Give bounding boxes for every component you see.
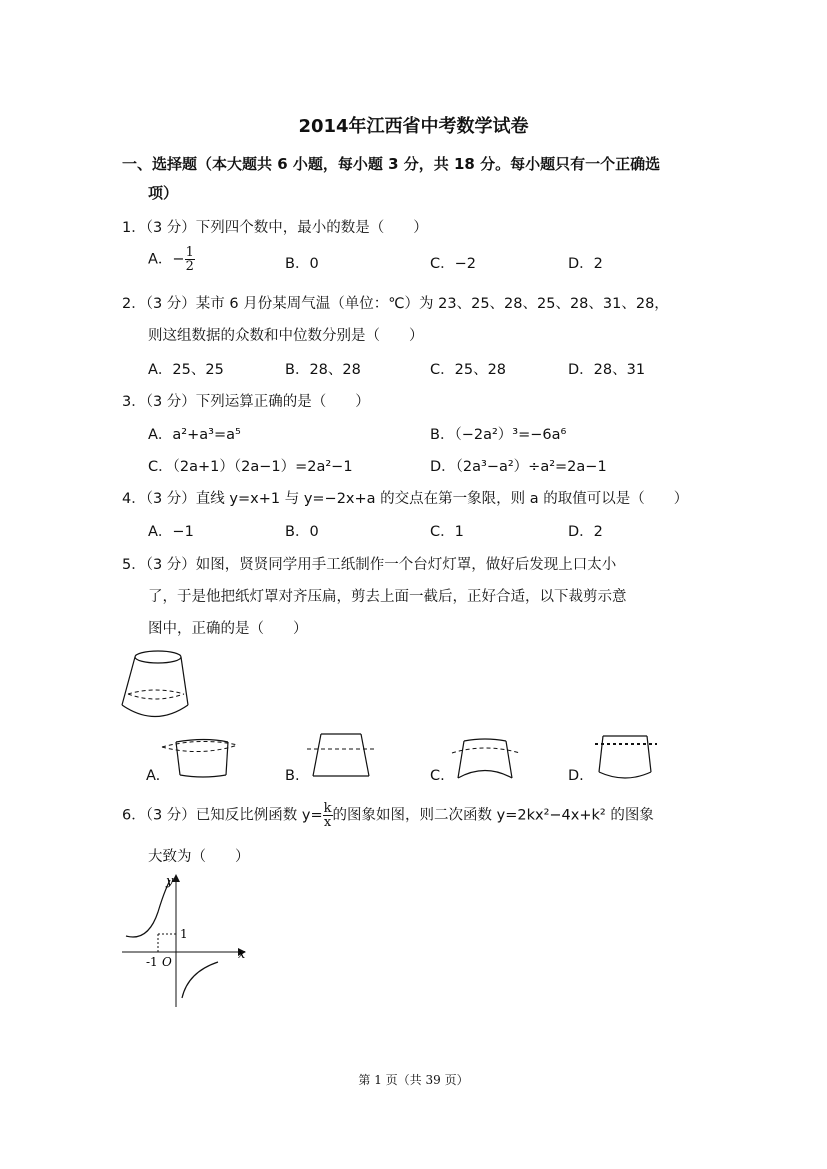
q4-option-a: A．−1 (148, 524, 194, 540)
graph-origin-label: O (162, 955, 172, 969)
q3-option-a: A．a²+a³=a⁵ (148, 427, 241, 443)
q5-option-d: D. (568, 768, 584, 784)
graph-y-label: y (166, 874, 174, 889)
page-footer: 第 1 页（共 39 页） (358, 1073, 469, 1087)
q1-a-numerator: 1 (185, 245, 194, 260)
q2-stem-cont: 则这组数据的众数和中位数分别是（ ） (148, 328, 424, 344)
q5-option-d-figure (595, 730, 665, 782)
graph-tick-x: -1 (146, 955, 158, 969)
q6-fraction (323, 802, 333, 829)
q2-option-a: A．25、25 (148, 362, 224, 378)
q1-option-b: B．0 (285, 256, 319, 272)
q1-option-c: C．−2 (430, 256, 476, 272)
q5-option-a-figure (170, 735, 240, 783)
q6-hyperbola-graph (118, 872, 253, 1012)
q3-option-d: D．（2a³−a²）÷a²=2a−1 (430, 459, 607, 475)
q1-option-d: D．2 (568, 256, 603, 272)
q1-a-prefix: A． (148, 251, 173, 268)
q1-a-denominator: 2 (185, 259, 194, 274)
q4-stem: 4．（3 分）直线 y=x+1 与 y=−2x+a 的交点在第一象限，则 a 的取值可以是（ ） (122, 491, 689, 507)
graph-tick-y: 1 (180, 927, 188, 941)
q6-frac-num: k (323, 801, 332, 816)
q1-option-a (148, 246, 195, 273)
q3-stem: 3．（3 分）下列运算正确的是（ ） (122, 394, 370, 410)
q2-stem: 2．（3 分）某市 6 月份某周气温（单位：℃）为 23、25、28、25、28、31、28， (122, 296, 669, 312)
q2-option-d: D．28、31 (568, 362, 646, 378)
q3-option-c: C．（2a+1）（2a−1）=2a²−1 (148, 459, 353, 475)
q6-frac-den: x (323, 815, 332, 830)
q4-option-d: D．2 (568, 524, 603, 540)
q5-option-a: A. (146, 768, 161, 784)
lampshade-figure (118, 648, 198, 723)
q6-stem-post: 的图象如图，则二次函数 y=2kx²−4x+k² 的图象 (332, 807, 654, 824)
q1-stem: 1．（3 分）下列四个数中，最小的数是（ ） (122, 220, 428, 236)
page-title: 2014年江西省中考数学试卷 (298, 116, 529, 137)
graph-x-label: x (238, 947, 246, 962)
section-heading-cont: 项） (148, 184, 179, 202)
q5-stem: 5．（3 分）如图，贤贤同学用手工纸制作一个台灯灯罩，做好后发现上口太小 (122, 557, 617, 573)
q5-stem-cont1: 了，于是他把纸灯罩对齐压扁，剪去上面一截后，正好合适，以下裁剪示意 (148, 589, 627, 605)
q3-option-b: B．（−2a²）³=−6a⁶ (430, 427, 567, 443)
q4-option-c: C．1 (430, 524, 464, 540)
q1-a-fraction (185, 246, 195, 273)
q1-a-sign: − (172, 251, 185, 268)
q4-option-b: B．0 (285, 524, 319, 540)
q5-stem-cont2: 图中，正确的是（ ） (148, 621, 308, 637)
section-heading: 一、选择题（本大题共 6 小题，每小题 3 分，共 18 分。每小题只有一个正确选 (122, 155, 661, 173)
q2-option-b: B．28、28 (285, 362, 361, 378)
q5-option-c: C. (430, 768, 445, 784)
q5-option-b-figure (305, 730, 385, 782)
q2-option-c: C．25、28 (430, 362, 507, 378)
q6-stem (122, 802, 654, 829)
q6-stem-cont: 大致为（ ） (148, 849, 250, 865)
q5-option-b: B. (285, 768, 300, 784)
q5-option-c-figure (450, 733, 530, 783)
q6-stem-pre: 6．（3 分）已知反比例函数 y= (122, 807, 323, 824)
